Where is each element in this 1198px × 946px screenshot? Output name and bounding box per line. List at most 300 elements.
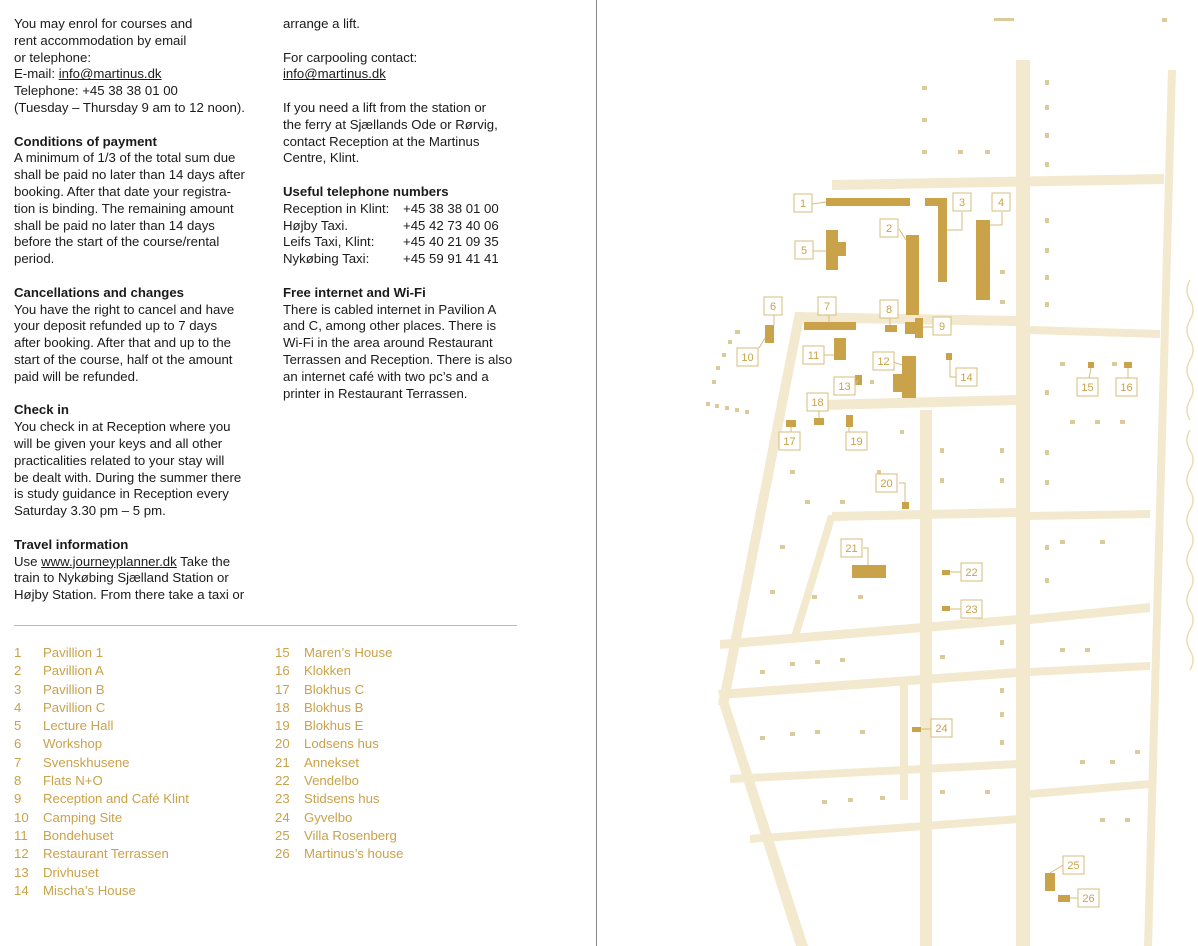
page-fold — [596, 0, 597, 946]
legend-label: Maren’s House — [304, 645, 393, 660]
email-prefix: E-mail: — [14, 66, 59, 82]
travel-line: train to Nykøbing Sjælland Station or — [14, 570, 229, 586]
minor-building — [1000, 688, 1004, 693]
map-legend-left — [14, 644, 189, 900]
minor-building — [1045, 218, 1049, 223]
internet-line: an internet café with two pc’s and a — [283, 368, 489, 384]
leader-line — [812, 202, 826, 204]
site-map — [598, 0, 1198, 946]
map-marker-number: 14 — [960, 372, 973, 384]
minor-building — [958, 150, 963, 154]
minor-building — [770, 590, 775, 594]
map-marker-8 — [880, 300, 898, 318]
building-svenskhusene — [804, 322, 856, 330]
legend-item — [14, 809, 189, 827]
email-line — [14, 66, 272, 83]
payment-line: shall be paid no later than 14 days — [14, 217, 215, 233]
leader-line — [863, 548, 868, 565]
minor-building — [822, 800, 827, 804]
carpool-email-link[interactable]: info@martinus.dk — [283, 66, 386, 82]
legend-item — [14, 772, 189, 790]
map-marker-12 — [873, 352, 894, 370]
map-marker-number: 12 — [877, 356, 890, 368]
minor-building — [1045, 248, 1049, 253]
info-column-right — [283, 16, 543, 419]
road-inner-h3 — [1030, 510, 1150, 520]
legend-number: 22 — [275, 773, 290, 789]
legend-number: 14 — [14, 882, 29, 898]
minor-building — [812, 595, 817, 599]
carpool-section — [283, 50, 543, 84]
building-pavillion-a — [906, 235, 919, 315]
road-h8 — [900, 680, 908, 800]
phone-label: Nykøbing Taxi: — [283, 251, 370, 267]
building-klokken — [1124, 362, 1132, 368]
minor-building — [870, 380, 874, 384]
travel-use: Use — [14, 553, 42, 569]
minor-building — [1060, 540, 1065, 544]
minor-building — [1000, 640, 1004, 645]
phone-row — [283, 251, 543, 268]
building-workshop — [765, 325, 774, 343]
phone-row — [283, 218, 543, 235]
map-marker-3 — [953, 193, 971, 211]
legend-item — [14, 644, 189, 662]
minor-building — [994, 18, 1014, 21]
minor-building — [880, 796, 885, 800]
building-marens-house — [1088, 362, 1094, 368]
map-marker-5 — [795, 241, 813, 259]
minor-building — [1070, 420, 1075, 424]
carpool-label: For carpooling contact: — [283, 49, 418, 65]
minor-building — [1120, 420, 1125, 424]
map-marker-number: 24 — [935, 723, 948, 735]
minor-building — [1080, 760, 1085, 764]
building-bondehuset — [834, 338, 846, 360]
road-top — [832, 174, 1164, 190]
internet-line: There is cabled internet in Pavilion A — [283, 301, 497, 317]
minor-building — [1000, 448, 1004, 453]
legend-number: 23 — [275, 791, 290, 807]
internet-line: Wi-Fi in the area around Restaurant — [283, 335, 493, 351]
checkin-heading: Check in — [14, 402, 69, 418]
legend-label: Reception and Café Klint — [43, 791, 189, 807]
legend-item — [14, 827, 189, 845]
minor-building — [877, 470, 881, 474]
minor-building — [1060, 362, 1065, 366]
phone-number: +45 42 73 40 06 — [403, 217, 499, 233]
legend-label: Vendelbo — [304, 773, 360, 789]
phone-row — [283, 201, 543, 218]
minor-building — [860, 730, 865, 734]
legend-item — [14, 864, 189, 882]
map-marker-number: 7 — [823, 301, 831, 313]
internet-line: and C, among other places. There is — [283, 318, 497, 334]
leader-line — [899, 483, 905, 502]
legend-number: 18 — [275, 699, 290, 715]
map-marker-18 — [807, 393, 828, 411]
legend-label: Pavillion C — [43, 699, 106, 715]
east-road — [1144, 70, 1176, 946]
road-pavilions-east — [1030, 326, 1160, 338]
map-legend-right — [275, 644, 403, 864]
payment-line: before the start of the course/rental — [14, 234, 220, 250]
building-reception-wing — [915, 318, 923, 338]
minor-building — [1045, 545, 1049, 550]
lift-line: the ferry at Sjællands Ode or Rørvig, — [283, 116, 498, 132]
coastline — [1187, 280, 1193, 670]
minor-building — [790, 470, 795, 474]
travel-after-link: Take the — [176, 553, 231, 569]
minor-building — [790, 662, 795, 666]
phone-number: +45 38 38 01 00 — [403, 200, 499, 216]
map-marker-number: 2 — [885, 223, 893, 235]
legend-item — [275, 662, 403, 680]
map-marker-2 — [880, 219, 898, 237]
payment-line: booking. After that date your registra- — [14, 183, 231, 199]
legend-item — [14, 882, 189, 900]
checkin-line: is study guidance in Reception every — [14, 486, 229, 502]
building-gyvelbo — [912, 727, 921, 732]
minor-building — [1110, 760, 1115, 764]
legend-number: 25 — [275, 827, 290, 843]
legend-label: Bondehuset — [43, 827, 114, 843]
map-marker-number: 3 — [958, 197, 966, 209]
legend-number: 20 — [275, 736, 290, 752]
map-marker-number: 4 — [997, 197, 1005, 209]
building-stidsens-hus — [942, 606, 950, 611]
legend-number: 7 — [14, 754, 22, 770]
cancellations-heading: Cancellations and changes — [14, 284, 185, 300]
minor-building — [815, 730, 820, 734]
map-marker-number: 13 — [838, 381, 851, 393]
map-marker-number: 19 — [850, 436, 863, 448]
legend-label: Svenskhusene — [43, 754, 130, 770]
minor-building — [790, 732, 795, 736]
travel-line: Højby Station. From there take a taxi or — [14, 587, 245, 603]
legend-label: Blokhus E — [304, 718, 364, 734]
map-marker-21 — [841, 539, 862, 557]
travel-section — [14, 537, 272, 604]
legend-label: Annekset — [304, 754, 359, 770]
minor-building — [1045, 133, 1049, 138]
minor-building — [716, 366, 720, 370]
legend-label: Lecture Hall — [43, 718, 114, 734]
phone-number: +45 40 21 09 35 — [403, 234, 499, 250]
email-link[interactable]: info@martinus.dk — [58, 66, 162, 82]
map-marker-4 — [992, 193, 1010, 211]
main-road — [1016, 60, 1030, 946]
enrolment-section — [14, 16, 272, 117]
legend-item — [275, 772, 403, 790]
minor-building — [940, 448, 944, 453]
minor-building — [722, 353, 726, 357]
info-column-left — [14, 16, 272, 621]
minor-building — [1045, 578, 1049, 583]
building-blokhus-e — [846, 415, 853, 427]
payment-line: A minimum of 1/3 of the total sum due — [14, 150, 236, 166]
legend-divider — [14, 625, 517, 626]
internet-line: printer in Restaurant Terrassen. — [283, 385, 468, 401]
map-marker-number: 1 — [799, 198, 807, 210]
map-marker-13 — [834, 377, 855, 395]
minor-building — [1000, 478, 1004, 483]
checkin-line: will be given your keys and all other — [14, 435, 223, 451]
map-marker-number: 23 — [965, 604, 978, 616]
legend-label: Pavillion 1 — [43, 645, 104, 660]
minor-building — [745, 410, 749, 414]
payment-section — [14, 134, 272, 268]
minor-building — [1000, 740, 1004, 745]
leader-line — [950, 360, 956, 377]
minor-building — [858, 595, 863, 599]
legend-number: 26 — [275, 846, 290, 862]
map-markers — [737, 193, 1137, 907]
minor-building — [1000, 270, 1005, 274]
building-lodsens-hus — [902, 502, 909, 509]
cancellations-section — [14, 285, 272, 386]
minor-building — [1095, 420, 1100, 424]
minor-building — [1045, 450, 1049, 455]
road-h11 — [1030, 780, 1150, 798]
internet-heading: Free internet and Wi-Fi — [283, 284, 426, 300]
minor-building — [1000, 712, 1004, 717]
lift-line: If you need a lift from the station or — [283, 99, 487, 115]
minor-building — [840, 500, 845, 504]
map-marker-26 — [1078, 889, 1099, 907]
phone-line: Telephone: +45 38 38 01 00 — [14, 83, 178, 99]
legend-label: Workshop — [43, 736, 103, 752]
cancellations-line: You have the right to cancel and have — [14, 301, 235, 317]
map-roads — [718, 60, 1176, 946]
cancellations-line: start of the course, half ot the amount — [14, 351, 233, 367]
lift-line: contact Reception at the Martinus — [283, 133, 480, 149]
minor-building — [985, 150, 990, 154]
legend-item — [14, 699, 189, 717]
building-martinus-house — [1058, 895, 1070, 902]
building-vendelbo — [942, 570, 950, 575]
map-marker-24 — [931, 719, 952, 737]
map-marker-9 — [933, 317, 951, 335]
checkin-line: practicalities related to your stay will — [14, 452, 225, 468]
minor-building — [922, 118, 927, 122]
map-marker-number: 17 — [783, 436, 796, 448]
legend-number: 13 — [14, 864, 29, 880]
travel-line — [14, 554, 272, 571]
phone-number: +45 59 91 41 41 — [403, 251, 499, 267]
map-marker-number: 6 — [769, 301, 777, 313]
legend-item — [275, 681, 403, 699]
road-h10 — [750, 815, 1018, 843]
legend-label: Martinus’s house — [304, 846, 404, 862]
road-h7 — [1030, 662, 1150, 676]
legend-label: Gyvelbo — [304, 809, 353, 825]
enrol-line: rent accommodation by email — [14, 32, 187, 48]
minor-building — [760, 736, 765, 740]
lift-section — [283, 100, 543, 167]
legend-label: Klokken — [304, 663, 351, 679]
legend-number: 15 — [275, 645, 290, 660]
legend-label: Camping Site — [43, 809, 123, 825]
minor-building — [1045, 480, 1049, 485]
legend-number: 4 — [14, 699, 22, 715]
legend-item — [14, 845, 189, 863]
legend-item — [275, 717, 403, 735]
minor-building — [706, 402, 710, 406]
minor-building — [715, 404, 719, 408]
building-pavillion-1 — [826, 198, 910, 206]
minor-building — [1045, 302, 1049, 307]
building-pavillion-b-wing — [938, 198, 947, 282]
building-lecture-hall-wing — [836, 242, 846, 256]
legend-number: 24 — [275, 809, 290, 825]
map-marker-number: 8 — [885, 304, 893, 316]
road-h9 — [730, 760, 1018, 783]
legend-label: Restaurant Terrassen — [43, 846, 169, 862]
legend-number: 1 — [14, 645, 22, 660]
phones-heading: Useful telephone numbers — [283, 183, 449, 199]
legend-item — [275, 845, 403, 863]
continuation-line: arrange a lift. — [283, 16, 360, 31]
legend-item — [14, 681, 189, 699]
map-marker-number: 26 — [1082, 893, 1095, 905]
legend-number: 17 — [275, 681, 290, 697]
checkin-line: be dealt with. During the summer there — [14, 469, 242, 485]
cancellations-line: paid will be refunded. — [14, 368, 139, 384]
legend-number: 10 — [14, 809, 29, 825]
map-marker-11 — [803, 346, 824, 364]
legend-item — [275, 735, 403, 753]
map-marker-10 — [737, 348, 758, 366]
minor-building — [735, 408, 739, 412]
legend-item — [14, 754, 189, 772]
minor-building — [815, 660, 820, 664]
minor-building — [760, 670, 765, 674]
minor-building — [900, 430, 904, 434]
legend-number: 19 — [275, 718, 290, 734]
map-marker-number: 5 — [800, 245, 808, 257]
lift-line: Centre, Klint. — [283, 150, 360, 166]
legend-item — [275, 790, 403, 808]
minor-building — [1100, 540, 1105, 544]
enrol-line: or telephone: — [14, 49, 91, 65]
building-mischas-house — [946, 353, 952, 360]
map-marker-number: 11 — [807, 350, 820, 362]
legend-item — [275, 809, 403, 827]
map-marker-23 — [961, 600, 982, 618]
minor-building — [735, 330, 740, 334]
leader-line — [759, 338, 765, 348]
legend-number: 5 — [14, 718, 22, 734]
minor-building — [725, 406, 729, 410]
minor-building — [805, 500, 810, 504]
map-marker-22 — [961, 563, 982, 581]
legend-item — [14, 717, 189, 735]
legend-label: Blokhus B — [304, 699, 364, 715]
legend-number: 3 — [14, 681, 22, 697]
minor-building — [940, 655, 945, 659]
map-marker-number: 16 — [1120, 382, 1133, 394]
map-marker-number: 18 — [811, 397, 824, 409]
minor-building — [848, 798, 853, 802]
payment-heading: Conditions of payment — [14, 133, 157, 149]
minor-building — [940, 478, 944, 483]
legend-item — [14, 790, 189, 808]
legend-label: Villa Rosenberg — [304, 827, 397, 843]
legend-number: 6 — [14, 736, 22, 752]
leader-line — [899, 229, 906, 240]
road-h6 — [1030, 603, 1150, 624]
building-pavillion-c — [976, 220, 990, 300]
minor-building — [1135, 750, 1140, 754]
legend-item — [275, 699, 403, 717]
map-marker-number: 21 — [845, 543, 858, 555]
road-inner-h1 — [820, 395, 1018, 410]
minor-building — [1162, 18, 1167, 22]
map-marker-19 — [846, 432, 867, 450]
phones-section — [283, 184, 543, 268]
internet-line: Terrassen and Reception. There is also — [283, 351, 513, 367]
minor-building — [985, 790, 990, 794]
cancellations-line: after booking. After that and up to the — [14, 335, 232, 351]
minor-building — [1060, 648, 1065, 652]
enrol-line: You may enrol for courses and — [14, 16, 193, 31]
minor-building — [1100, 818, 1105, 822]
building-blokhus-b — [814, 418, 824, 425]
legend-number: 21 — [275, 754, 290, 770]
hours-line: (Tuesday – Thursday 9 am to 12 noon). — [14, 99, 245, 115]
legend-number: 12 — [14, 846, 29, 862]
legend-label: Blokhus C — [304, 681, 365, 697]
phone-label: Reception in Klint: — [283, 200, 390, 216]
map-marker-number: 25 — [1067, 860, 1080, 872]
legend-item — [275, 827, 403, 845]
building-villa-rosenberg — [1045, 873, 1055, 891]
building-blokhus-c — [786, 420, 796, 427]
minor-building — [840, 658, 845, 662]
minor-building — [1045, 162, 1049, 167]
legend-item — [275, 754, 403, 772]
payment-line: tion is binding. The remaining amount — [14, 200, 234, 216]
legend-label: Pavillion B — [43, 681, 105, 697]
phone-label: Højby Taxi. — [283, 217, 348, 233]
legend-label: Stidsens hus — [304, 791, 380, 807]
cancellations-line: your deposit refunded up to 7 days — [14, 318, 218, 334]
checkin-section — [14, 402, 272, 520]
internet-section — [283, 285, 543, 403]
minor-building — [922, 150, 927, 154]
minor-building — [728, 340, 732, 344]
road-h5 — [720, 615, 1018, 649]
map-marker-number: 9 — [938, 321, 946, 333]
legend-label: Lodsens hus — [304, 736, 379, 752]
building-terrassen-wing — [893, 374, 905, 392]
minor-building — [940, 790, 945, 794]
legend-label: Drivhuset — [43, 864, 99, 880]
leader-line — [1050, 865, 1063, 873]
road-inner-v2 — [790, 515, 836, 640]
phone-label: Leifs Taxi, Klint: — [283, 234, 375, 250]
legend-number: 8 — [14, 773, 22, 789]
legend-number: 11 — [14, 827, 28, 843]
payment-line: shall be paid no later than 14 days after — [14, 167, 245, 183]
map-marker-25 — [1063, 856, 1084, 874]
journeyplanner-link[interactable]: www.journeyplanner.dk — [41, 553, 177, 569]
minor-building — [1085, 648, 1090, 652]
map-marker-1 — [794, 194, 812, 212]
minor-building — [712, 380, 716, 384]
building-annekset — [852, 565, 886, 578]
